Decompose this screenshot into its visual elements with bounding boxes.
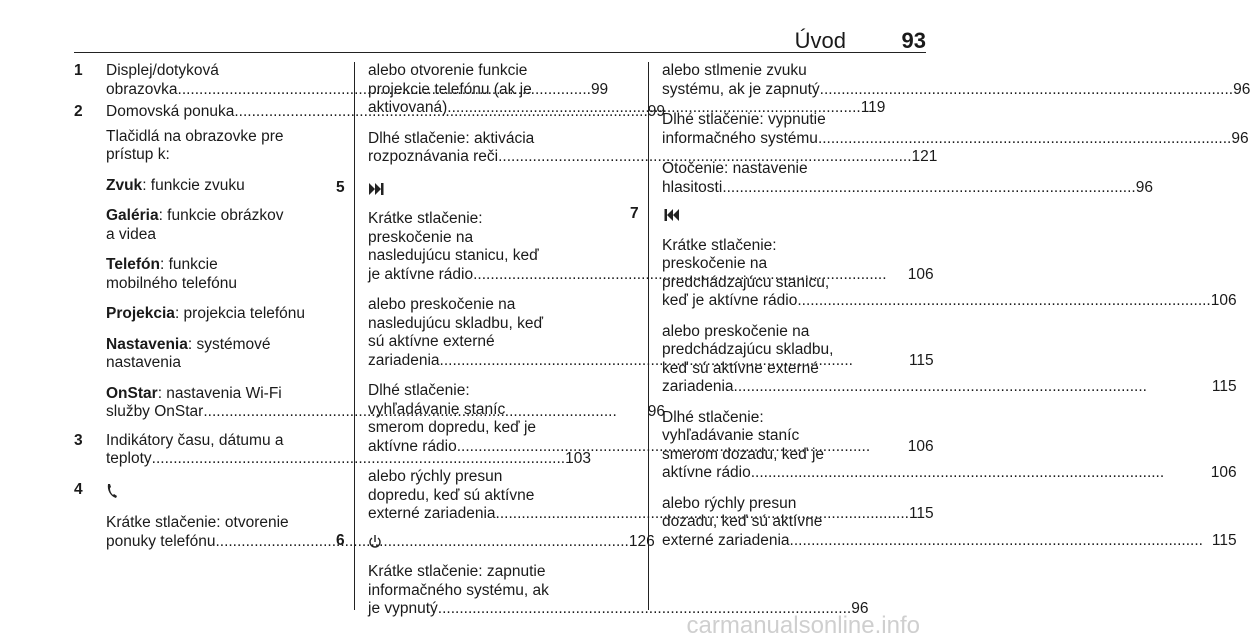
page-ref[interactable]: 106 [907,437,934,455]
page-ref[interactable]: 96 [1231,129,1249,147]
entry-text: Displej/dotyková [106,62,219,79]
header-rule [74,52,926,53]
toc-line: teploty ..... 103 [106,450,591,469]
page-ref[interactable]: 96 [1135,178,1153,196]
entry-number: 1 [74,62,83,79]
entry-5: 5 Krátke stlačenie: preskočenie na nasledujúcu stanicu, keď je aktívne rádio ..... 106 alebo preskočenie na nasledujúcu skladbu, keď sú aktívne externé zariadenia ..... 115 Dlhé stlačenie: vyhľadávanie staníc smerom dopredu, keď je aktívne rádio ..... 106 alebo rýchly presun dopredu, keď sú aktívne externé zariadenia ..... 115 [336,179,632,532]
toc-line: Domovská ponuka ..... 99 [106,103,665,122]
page-ref[interactable]: 106 [1210,464,1237,481]
page-ref[interactable]: 96 [647,403,666,420]
page-ref[interactable]: 121 [911,148,938,165]
paragraph: Dlhé stlačenie: aktivácia rozpoznávania reči ..... 121 [368,130,632,167]
page-ref[interactable]: 99 [590,80,609,98]
entry-number: 6 [336,531,345,549]
page-ref[interactable]: 115 [908,505,934,522]
entry-7: 7 Krátke stlačenie: preskočenie na predchádzajúcu stanicu, keď je aktívne rádio ..... 106 alebo preskočenie na predchádzajúcu skladbu, keď sú aktívne externé zariadenia ..... 115 Dlhé stlačenie: vyhľadávanie staníc smerom dozadu, keď je aktívne rádio ..... 106 alebo rýchly presun dozadu, keď sú aktívne externé zariadenia ..... 115 [630,205,926,562]
phone-icon [106,481,118,501]
entry-number: 2 [74,103,83,120]
entry-number: 4 [74,480,83,498]
entry-4: 4 Krátke stlačenie: otvorenie ponuky telefónu ..... 126 [74,481,338,552]
intro-text: Tlačidlá na obrazovke pre prístup k: [106,127,284,163]
item-nastavenia: Nastavenia: systémové nastavenia [106,335,271,371]
skip-back-icon [662,205,680,225]
entry-number: 5 [336,178,345,196]
power-icon [368,532,382,552]
watermark: carmanualsonline.info [686,612,920,639]
entry-number: 7 [630,205,639,222]
page-ref[interactable]: 106 [907,265,934,283]
paragraph: alebo otvorenie funkcie projekcie telefónu (ak je aktivovaná) ..... 119 [368,62,632,118]
item-galeria: Galéria: funkcie obrázkov a videa [106,207,284,243]
paragraph: alebo stlmenie zvuku systému, ak je zapnutý ..... 96 [662,62,926,99]
item-onstar: OnStar: nastavenia Wi-Fi služby OnStar ..... 96 [106,385,665,422]
paragraph: Dlhé stlačenie: vypnutie informačného systému ..... 96 [662,111,926,148]
item-telefon: Telefón: funkcie mobilného telefónu [106,256,237,292]
item-zvuk: Zvuk: funkcie zvuku [106,176,245,194]
entry-1 [74,62,609,99]
skip-forward-icon [368,179,386,199]
paragraph: Otočenie: nastavenie hlasitosti ..... 96 [662,160,926,197]
toc-line: obrazovka ..... 99 [106,81,608,100]
entry-6: 6 Krátke stlačenie: zapnutie informačného systému, ak je vypnutý ..... 96 [336,532,632,631]
page-ref[interactable]: 115 [908,351,934,369]
toc-line: ponuky telefónu ..... 126 [106,533,655,552]
entry-3: 3 Indikátory času, dátumu a teploty ..... 103 [74,432,338,469]
page-ref[interactable]: 96 [1233,80,1250,98]
page-ref[interactable]: 99 [647,103,666,120]
page-ref[interactable]: 115 [1211,378,1237,395]
page-ref[interactable]: 96 [851,600,869,617]
page-ref[interactable]: 126 [628,532,655,550]
entry-number: 3 [74,431,83,449]
page-ref[interactable]: 106 [1210,292,1237,309]
page-number: 93 [901,28,926,53]
page-ref[interactable]: 115 [1211,531,1237,549]
item-projekcia: Projekcia: projekcia telefónu [106,305,306,322]
page-ref[interactable]: 119 [860,99,886,116]
page-ref[interactable]: 103 [565,450,591,467]
page-title: Úvod [794,28,846,53]
